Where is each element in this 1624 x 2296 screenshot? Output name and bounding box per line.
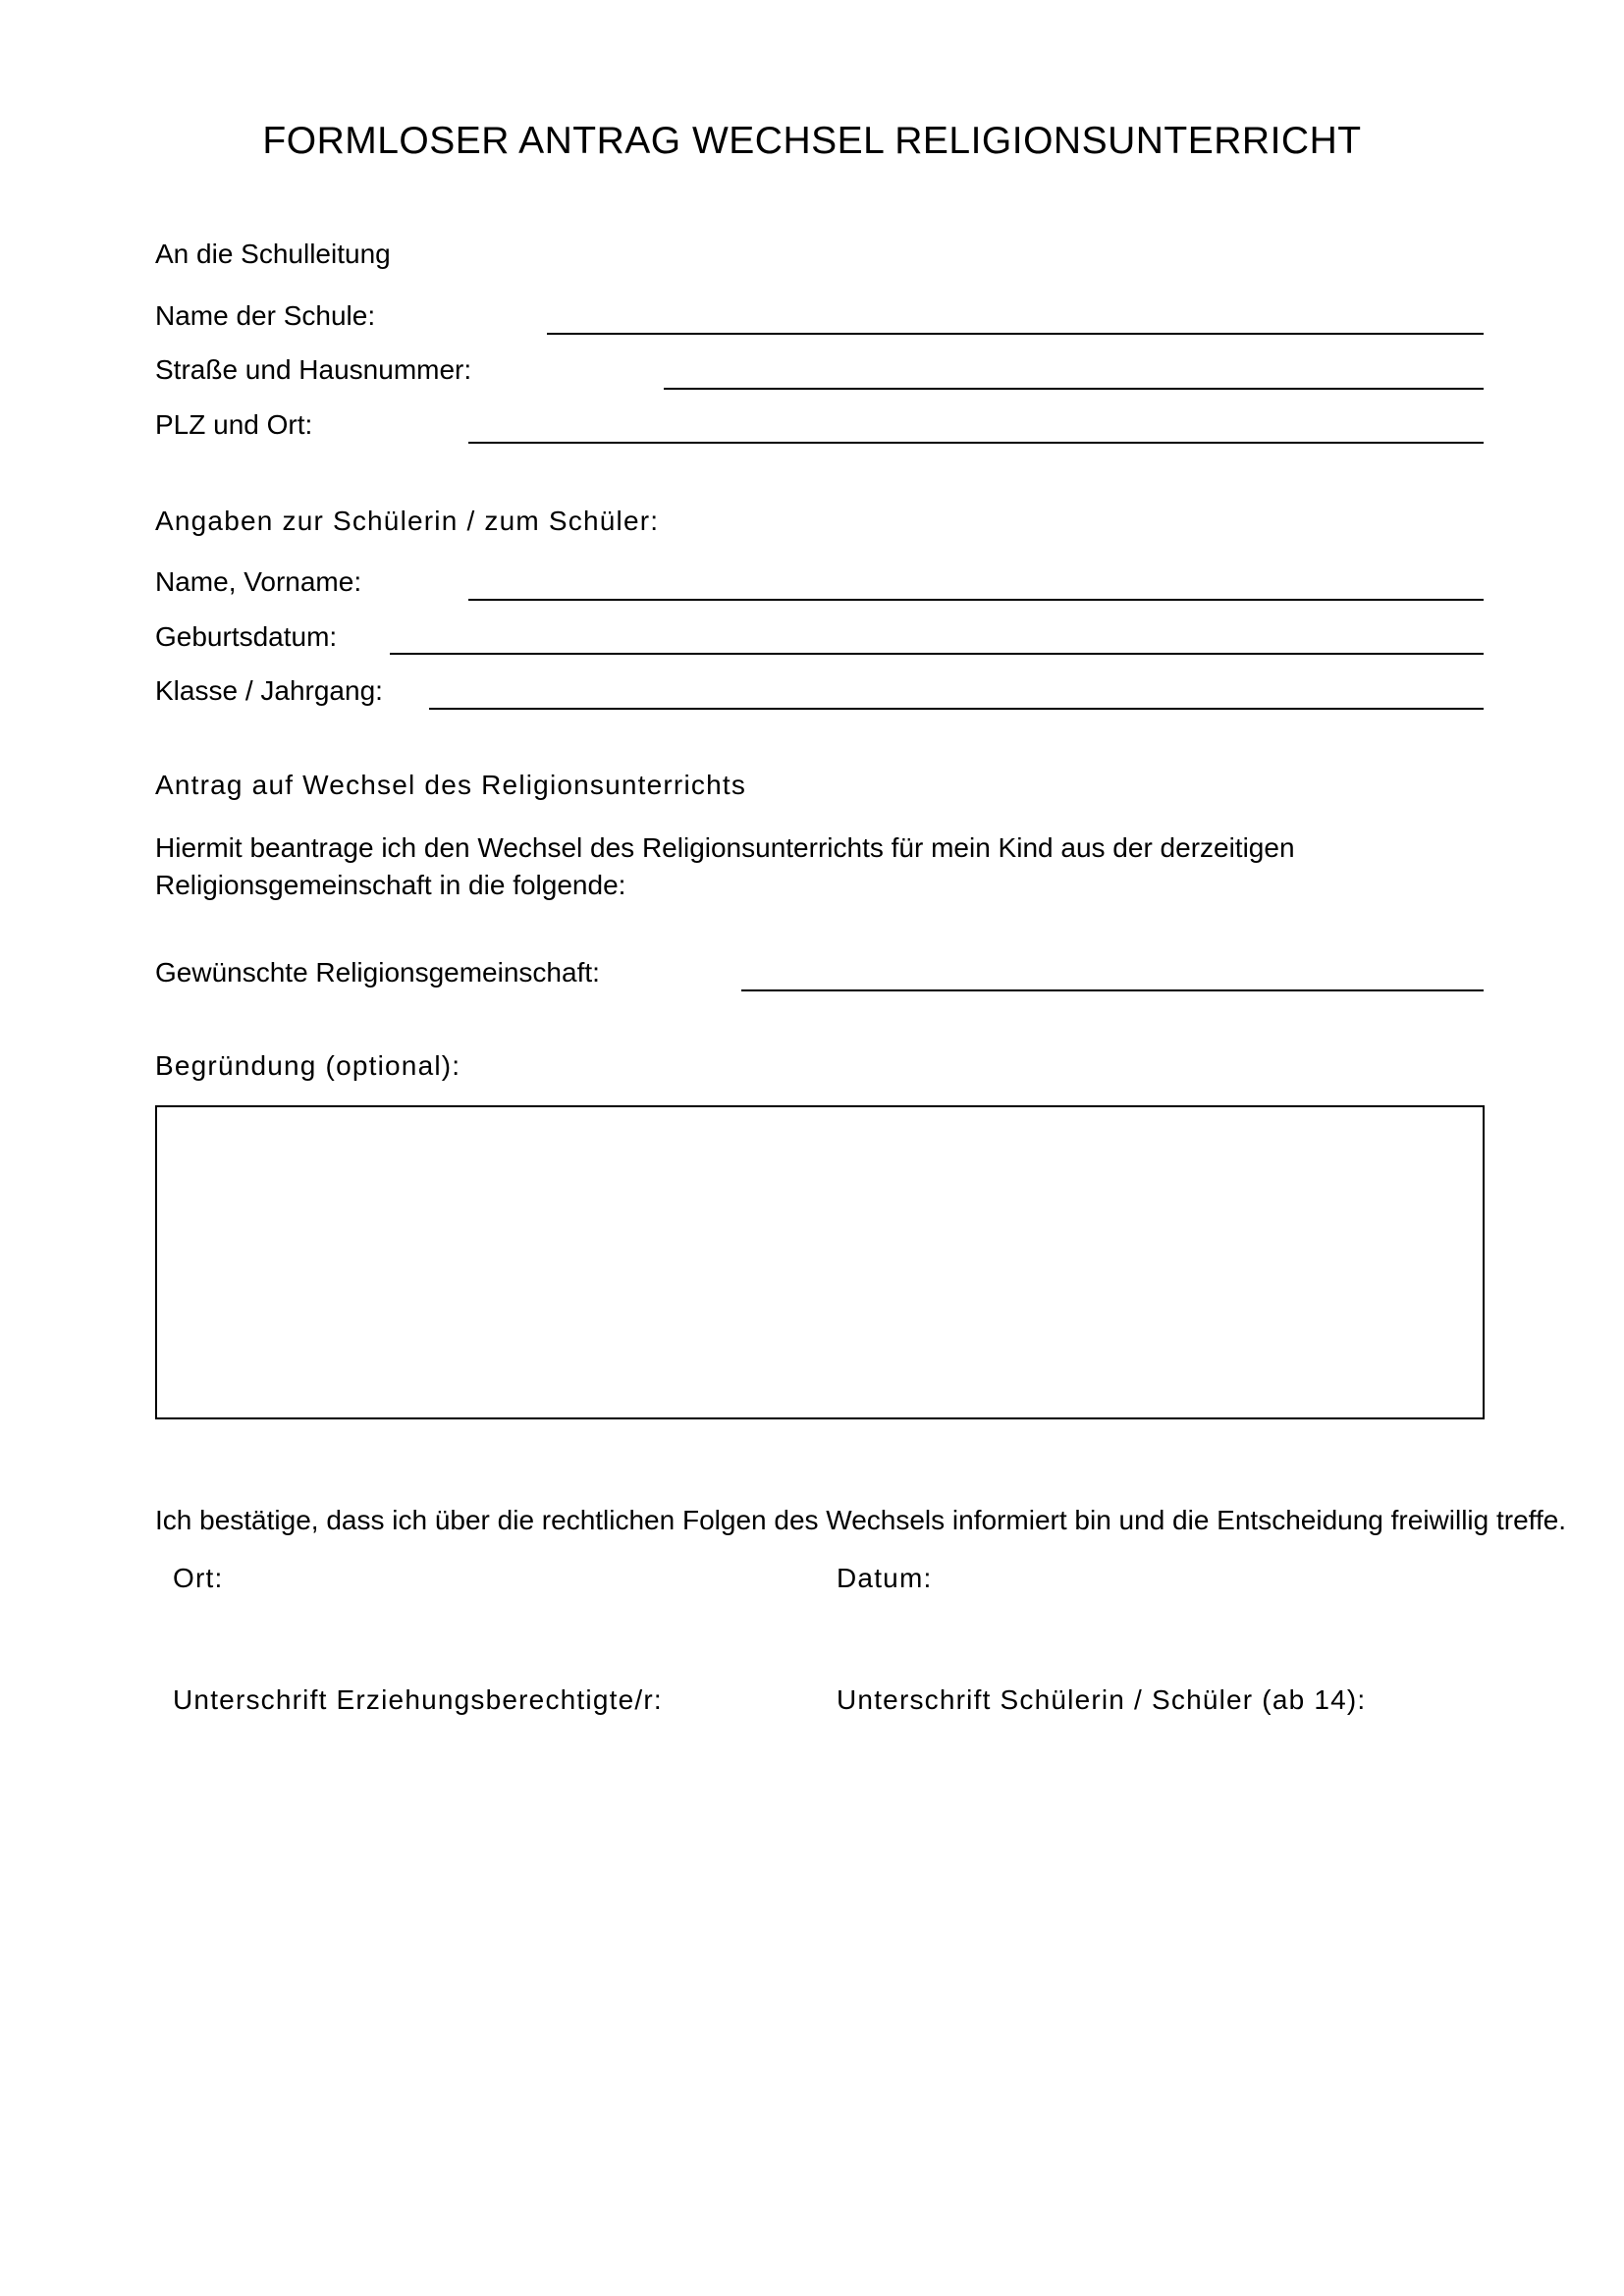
guardian-signature-label: Unterschrift Erziehungsberechtigte/r:	[173, 1684, 663, 1715]
desired-religion-field[interactable]	[741, 989, 1484, 991]
street-field[interactable]	[664, 388, 1484, 390]
request-text: Hiermit beantrage ich den Wechsel des Religionsunterrichts für mein Kind aus der derzeitigen Religionsgemeinschaft in die folgende:	[155, 832, 1295, 900]
birthdate-label: Geburtsdatum:	[155, 621, 338, 652]
school-name-label: Name der Schule:	[155, 300, 376, 331]
request-heading: Antrag auf Wechsel des Religionsunterrichts	[155, 770, 747, 800]
birthdate-field[interactable]	[390, 653, 1484, 655]
class-label: Klasse / Jahrgang:	[155, 675, 383, 706]
date-label: Datum:	[837, 1563, 933, 1593]
place-label: Ort:	[173, 1563, 224, 1593]
student-name-label: Name, Vorname:	[155, 566, 362, 597]
school-name-field[interactable]	[547, 333, 1484, 335]
school-heading: An die Schulleitung	[155, 239, 391, 269]
document-title: FORMLOSER ANTRAG WECHSEL RELIGIONSUNTERRICHT	[262, 120, 1362, 162]
zip-city-label: PLZ und Ort:	[155, 409, 313, 440]
student-signature-label: Unterschrift Schülerin / Schüler (ab 14):	[837, 1684, 1367, 1715]
zip-city-field[interactable]	[468, 442, 1484, 444]
class-field[interactable]	[429, 708, 1484, 710]
confirmation-text: Ich bestätige, dass ich über die rechtlichen Folgen des Wechsels informiert bin und die Entscheidung freiwillig treffe.	[155, 1505, 1567, 1535]
student-name-field[interactable]	[468, 599, 1484, 601]
street-label: Straße und Hausnummer:	[155, 354, 472, 385]
desired-religion-label: Gewünschte Religionsgemeinschaft:	[155, 957, 600, 988]
reason-label: Begründung (optional):	[155, 1050, 461, 1081]
reason-textarea[interactable]	[155, 1105, 1485, 1419]
student-heading: Angaben zur Schülerin / zum Schüler:	[155, 506, 660, 536]
